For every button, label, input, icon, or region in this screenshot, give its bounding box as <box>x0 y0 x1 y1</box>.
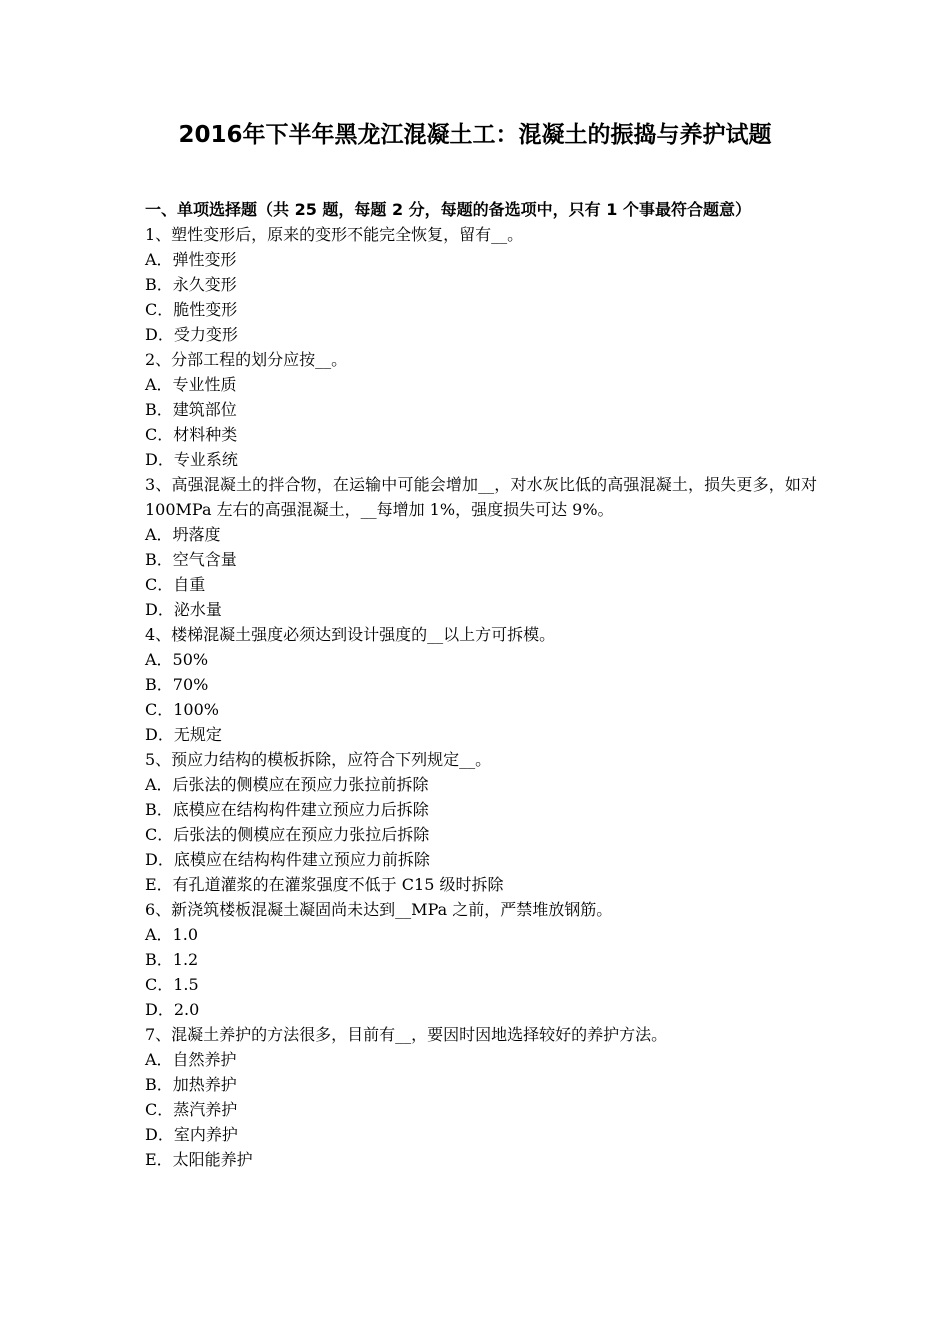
option-c: C．100% <box>145 700 219 719</box>
question-list <box>145 222 817 1172</box>
document-body <box>145 197 817 1172</box>
option-b: B．1.2 <box>145 950 199 969</box>
option-c: C．自重 <box>145 575 206 594</box>
option-c: C．材料种类 <box>145 425 238 444</box>
question-item <box>145 747 817 897</box>
question-item <box>145 347 817 472</box>
question-item <box>145 622 817 747</box>
section-heading: 一、单项选择题（共 25 题，每题 2 分，每题的备选项中，只有 1 个事最符合题意） <box>145 200 751 219</box>
option-b: B．空气含量 <box>145 550 237 569</box>
option-d: D．2.0 <box>145 1000 200 1019</box>
option-c: C．蒸汽养护 <box>145 1100 238 1119</box>
option-c: C．后张法的侧模应在预应力张拉后拆除 <box>145 825 430 844</box>
question-item <box>145 472 817 622</box>
question-item <box>145 222 817 347</box>
question-stem: 7、混凝土养护的方法很多，目前有__，要因时因地选择较好的养护方法。 <box>145 1025 668 1044</box>
option-b: B．70% <box>145 675 209 694</box>
option-a: A．1.0 <box>145 925 199 944</box>
option-b: B．加热养护 <box>145 1075 237 1094</box>
question-stem: 4、楼梯混凝土强度必须达到设计强度的__以上方可拆模。 <box>145 625 556 644</box>
option-d: D．底模应在结构构件建立预应力前拆除 <box>145 850 430 869</box>
document-title: 2016年下半年黑龙江混凝土工：混凝土的振捣与养护试题 <box>178 122 772 148</box>
question-stem: 1、塑性变形后，原来的变形不能完全恢复，留有__。 <box>145 225 524 244</box>
option-a: A．专业性质 <box>145 375 237 394</box>
option-b: B．建筑部位 <box>145 400 237 419</box>
option-b: B．永久变形 <box>145 275 237 294</box>
question-stem: 3、高强混凝土的拌合物，在运输中可能会增加__，对水灰比低的高强混凝土，损失更多，如对 100MPa 左右的高强混凝土，__每增加 1%，强度损失可达 9%。 <box>145 475 817 519</box>
option-d: D．无规定 <box>145 725 222 744</box>
option-d: D．受力变形 <box>145 325 238 344</box>
option-a: A．后张法的侧模应在预应力张拉前拆除 <box>145 775 429 794</box>
option-d: D．室内养护 <box>145 1125 238 1144</box>
question-stem: 2、分部工程的划分应按__。 <box>145 350 348 369</box>
option-b: B．底模应在结构构件建立预应力后拆除 <box>145 800 429 819</box>
option-a: A．50% <box>145 650 209 669</box>
question-item <box>145 1022 817 1172</box>
option-a: A．坍落度 <box>145 525 221 544</box>
option-e: E．有孔道灌浆的在灌浆强度不低于 C15 级时拆除 <box>145 875 504 894</box>
option-e: E．太阳能养护 <box>145 1150 253 1169</box>
option-c: C．脆性变形 <box>145 300 238 319</box>
option-a: A．弹性变形 <box>145 250 237 269</box>
option-a: A．自然养护 <box>145 1050 237 1069</box>
question-stem: 6、新浇筑楼板混凝土凝固尚未达到__MPa 之前，严禁堆放钢筋。 <box>145 900 613 919</box>
option-d: D．泌水量 <box>145 600 222 619</box>
option-d: D．专业系统 <box>145 450 238 469</box>
option-c: C．1.5 <box>145 975 199 994</box>
question-stem: 5、预应力结构的模板拆除，应符合下列规定__。 <box>145 750 492 769</box>
question-item <box>145 897 817 1022</box>
